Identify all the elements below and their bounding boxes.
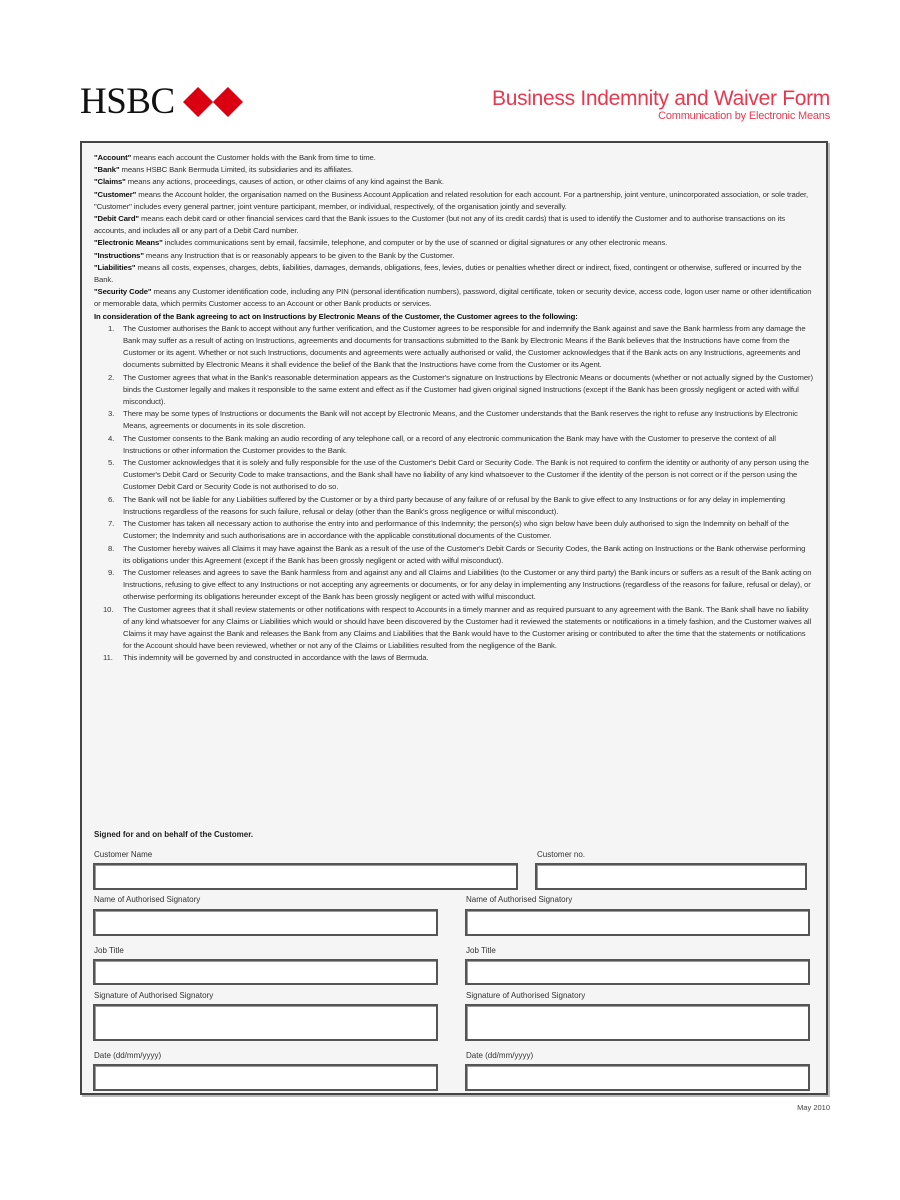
right-date-field[interactable] <box>465 1064 810 1091</box>
definition-term: "Electronic Means" <box>94 238 163 248</box>
definition-term: "Liabilities" <box>94 262 136 272</box>
right-date-label: Date (dd/mm/yyyy) <box>466 1051 534 1060</box>
left-date-field[interactable] <box>93 1064 438 1091</box>
definition-text: means each debit card or other financial services card that the Bank issues to the Customer (but not any of its credit cards) that is used to identify the Customer and to authorise transactions on its accounts, and includes all or any part of a Debit Card number. <box>94 214 786 236</box>
definition-text: means any actions, proceedings, causes of action, or other claims of any kind against the Bank. <box>125 177 444 187</box>
form-subtitle: Communication by Electronic Means <box>658 110 830 122</box>
clause-text: There may be some types of Instructions or documents the Bank will not accept by Electronic Means, and the Customer understands that the Bank reserves the right to refuse any Instructions by Electronic Means, agreements or documents in its sole discretion. <box>123 409 798 431</box>
definition-text: means each account the Customer holds with the Bank from time to time. <box>131 153 376 162</box>
right-job-title-field[interactable] <box>465 959 810 985</box>
clause-text: The Customer releases and agrees to save the Bank harmless from and against any and all Claims and Liabilities (to the Customer or any third party) the Bank incurs or suffers as a result of the Bank acting on Instructions, refusing to give effect to any Instructions or not accepting any agreements or documents, or for any delay in implementing any Instructions (regardless of the reasons for failure, refusal or delay), or otherwise performing its obligations hereunder except of the Bank has been grossly negligent or acted with wilful misconduct. <box>123 567 812 602</box>
definition-text: means the Account holder, the organisation named on the Business Account Application and related resolution for each account. For a partnership, joint venture, unincorporated association, or sole trader, "Customer" includes every general partner, joint venture participant, member, or individual, respectively, of the organisation jointly and severally. <box>94 189 809 211</box>
clauses-list <box>94 323 814 665</box>
clause <box>94 433 814 457</box>
definition-term: "Customer" <box>94 189 137 199</box>
left-date-label: Date (dd/mm/yyyy) <box>94 1051 162 1060</box>
right-signatory-name-field[interactable] <box>465 909 810 936</box>
form-title: Business Indemnity and Waiver Form <box>492 87 830 110</box>
signature-heading: Signed for and on behalf of the Customer. <box>94 830 254 839</box>
definition-liabilities <box>94 262 814 286</box>
customer-name-label: Customer Name <box>94 850 153 859</box>
clause-number: 6. <box>108 494 115 504</box>
left-job-title-field[interactable] <box>93 959 438 985</box>
clause-text: The Bank will not be liable for any Liabilities suffered by the Customer or by a third party because of any failure of or refusal by the Bank to give effect to any Instructions or for any delay in implementing Instructions regardless of the reasons for such failure, refusal or delay (other than the Bank's gross negligence or wilful misconduct). <box>123 494 786 516</box>
clause <box>94 323 814 372</box>
form-panel <box>80 141 828 1095</box>
clause-number: 9. <box>108 567 115 577</box>
right-signatory-name-label: Name of Authorised Signatory <box>466 895 573 904</box>
clause <box>94 543 814 567</box>
left-signature-field[interactable] <box>93 1004 438 1041</box>
clause-text: The Customer has taken all necessary action to authorise the entry into and performance of this Indemnity; the person(s) who sign below have been duly authorised to sign the Indemnity on behalf of the Customer; the Indemnity and such authorisations are in accordance with the applicable constitutional documents of the Customer. <box>123 519 789 541</box>
clause <box>94 567 814 604</box>
logo-text: HSBC <box>80 81 175 122</box>
definition-claims <box>94 176 814 188</box>
clause <box>94 494 814 518</box>
definition-customer <box>94 189 814 213</box>
definition-bank <box>94 164 814 176</box>
hsbc-logo <box>80 81 243 122</box>
left-signature-label: Signature of Authorised Signatory <box>94 991 214 1000</box>
hsbc-hexagon-icon <box>183 87 243 117</box>
definition-term: "Bank" <box>94 165 120 175</box>
left-signatory-name-field[interactable] <box>93 909 438 936</box>
clause <box>94 408 814 432</box>
clause-number: 10. <box>103 604 114 614</box>
definition-term: "Debit Card" <box>94 214 139 224</box>
form-title-block <box>492 88 830 123</box>
clause-text: The Customer acknowledges that it is solely and fully responsible for the use of the Customer's Debit Card or Security Code. The Bank is not required to confirm the identity or authority of any person using the Customer's Debit Card or Security Code to make transactions, and the Bank shall have no liability of any kind whatsoever to the Customer if the identity of the person is not correct or if the person using the Customer Debit Card or Security Code is not authorised to do so. <box>123 458 809 492</box>
definition-debit-card <box>94 213 814 237</box>
clause-text: The Customer hereby waives all Claims it may have against the Bank as a result of the use of the Customer's Debit Cards or Security Codes, the Bank acting on Instructions or the Bank otherwise performing its obligations under this Agreement (except if the Bank has been grossly negligent or acted with wilful misconduct). <box>123 543 806 565</box>
right-signature-field[interactable] <box>465 1004 810 1041</box>
clause-text: The Customer authorises the Bank to accept without any further verification, and the Customer agrees to be responsible for and indemnify the Bank against and save the Bank harmless from any damage the Bank may suffer as a result of acting on Instructions, agreements and documents for transactions submitted to the Bank by Electronic Means if the Bank believes that the Instructions have come from the Customer or its agent. Whether or not such Instructions, documents and agreements were actually authorised or valid, the Customer acknowledges that if the Bank acts on any Instructions, agreements and documents submitted by Electronic Means it shall evidence the belief of the Bank that the Instructions have come from the Customer or its Agent. <box>123 323 806 370</box>
clause-number: 1. <box>108 323 115 333</box>
definition-electronic-means <box>94 237 814 249</box>
definitions <box>94 152 814 311</box>
terms-text <box>94 152 814 665</box>
clause <box>94 518 814 542</box>
left-signatory-name-label: Name of Authorised Signatory <box>94 895 201 904</box>
clause <box>94 652 814 664</box>
clause-number: 7. <box>108 519 115 529</box>
right-job-title-label: Job Title <box>466 946 496 955</box>
clause-number: 8. <box>108 543 115 553</box>
definition-term: "Instructions" <box>94 250 144 260</box>
clause-number: 11. <box>103 653 113 663</box>
definition-text: means all costs, expenses, charges, debts, liabilities, damages, demands, obligations, fees, levies, duties or penalties whether direct or indirect, fixed, contingent or otherwise, suffered or incurred by the Bank. <box>94 262 802 285</box>
clause-text: The Customer consents to the Bank making an audio recording of any telephone call, or a record of any electronic communication the Bank may have with the Customer to preserve the context of all Instructions or other information the Customer provides to the Bank. <box>123 433 776 455</box>
definition-instructions <box>94 250 814 262</box>
clause <box>94 372 814 409</box>
definition-term: "Claims" <box>94 177 126 187</box>
customer-name-field[interactable] <box>93 863 518 890</box>
definition-account <box>94 152 814 164</box>
agreement-intro: In consideration of the Bank agreeing to act on Instructions by Electronic Means of the Customer, the Customer agrees to the following: <box>94 311 578 321</box>
definition-term: "Account" <box>94 153 132 162</box>
customer-no-label: Customer no. <box>537 850 586 859</box>
clause <box>94 457 814 494</box>
right-signature-label: Signature of Authorised Signatory <box>466 991 586 1000</box>
definition-text: means any Instruction that is or reasonably appears to be given to the Bank by the Customer. <box>143 250 455 260</box>
customer-no-field[interactable] <box>535 863 807 890</box>
clause-number: 2. <box>108 372 115 382</box>
form-version-date: May 2010 <box>797 1103 830 1112</box>
definition-text: means HSBC Bank Bermuda Limited, its subsidiaries and its affiliates. <box>119 165 353 175</box>
definition-security-code <box>94 286 814 310</box>
clause-number: 5. <box>108 458 115 468</box>
left-job-title-label: Job Title <box>94 946 124 955</box>
clause-number: 3. <box>108 409 115 419</box>
clause-text: The Customer agrees that what in the Bank's reasonable determination appears as the Customer's signature on Instructions by Electronic Means or documents (whether or not actually signed by the Customer) binds the Customer legally and makes it responsible to the same extent and effect as if the Customer had given original signed Instructions (except if the Bank has been grossly negligent or acted with wilful misconduct). <box>123 372 813 407</box>
clause-text: This indemnity will be governed by and constructed in accordance with the laws of Bermuda. <box>123 653 429 663</box>
clause <box>94 604 814 653</box>
definition-text: means any Customer identification code, including any PIN (personal identification numbers), password, digital certificate, token or security device, access code, logon user name or other identification or memorable data, which permits Customer access to an Account or other Bank products or services. <box>94 287 812 309</box>
definition-term: "Security Code" <box>94 287 152 297</box>
definition-text: includes communications sent by email, facsimile, telephone, and computer or by the use of scanned or digital signatures or any other electronic means. <box>162 238 668 248</box>
clause-text: The Customer agrees that it shall review statements or other notifications with respect to Accounts in a timely manner and as required pursuant to any agreement with the Bank. The Bank shall have no liability of any kind whatsoever for any Claims or Liabilities which would or should have been discovered by the Customer had it reviewed the statements or notifications in a timely fashion, and the Customer waives all Claims it may have against the Bank and releases the Bank from any Claims and Liabilities that the Bank would have to the Customer arising or contributed to after the time that the statements or notifications for the Account should have been reviewed, whether or not any of the Claims or Liabilities resulted from the negligence of the Bank. <box>123 604 812 651</box>
clause-number: 4. <box>108 433 115 443</box>
